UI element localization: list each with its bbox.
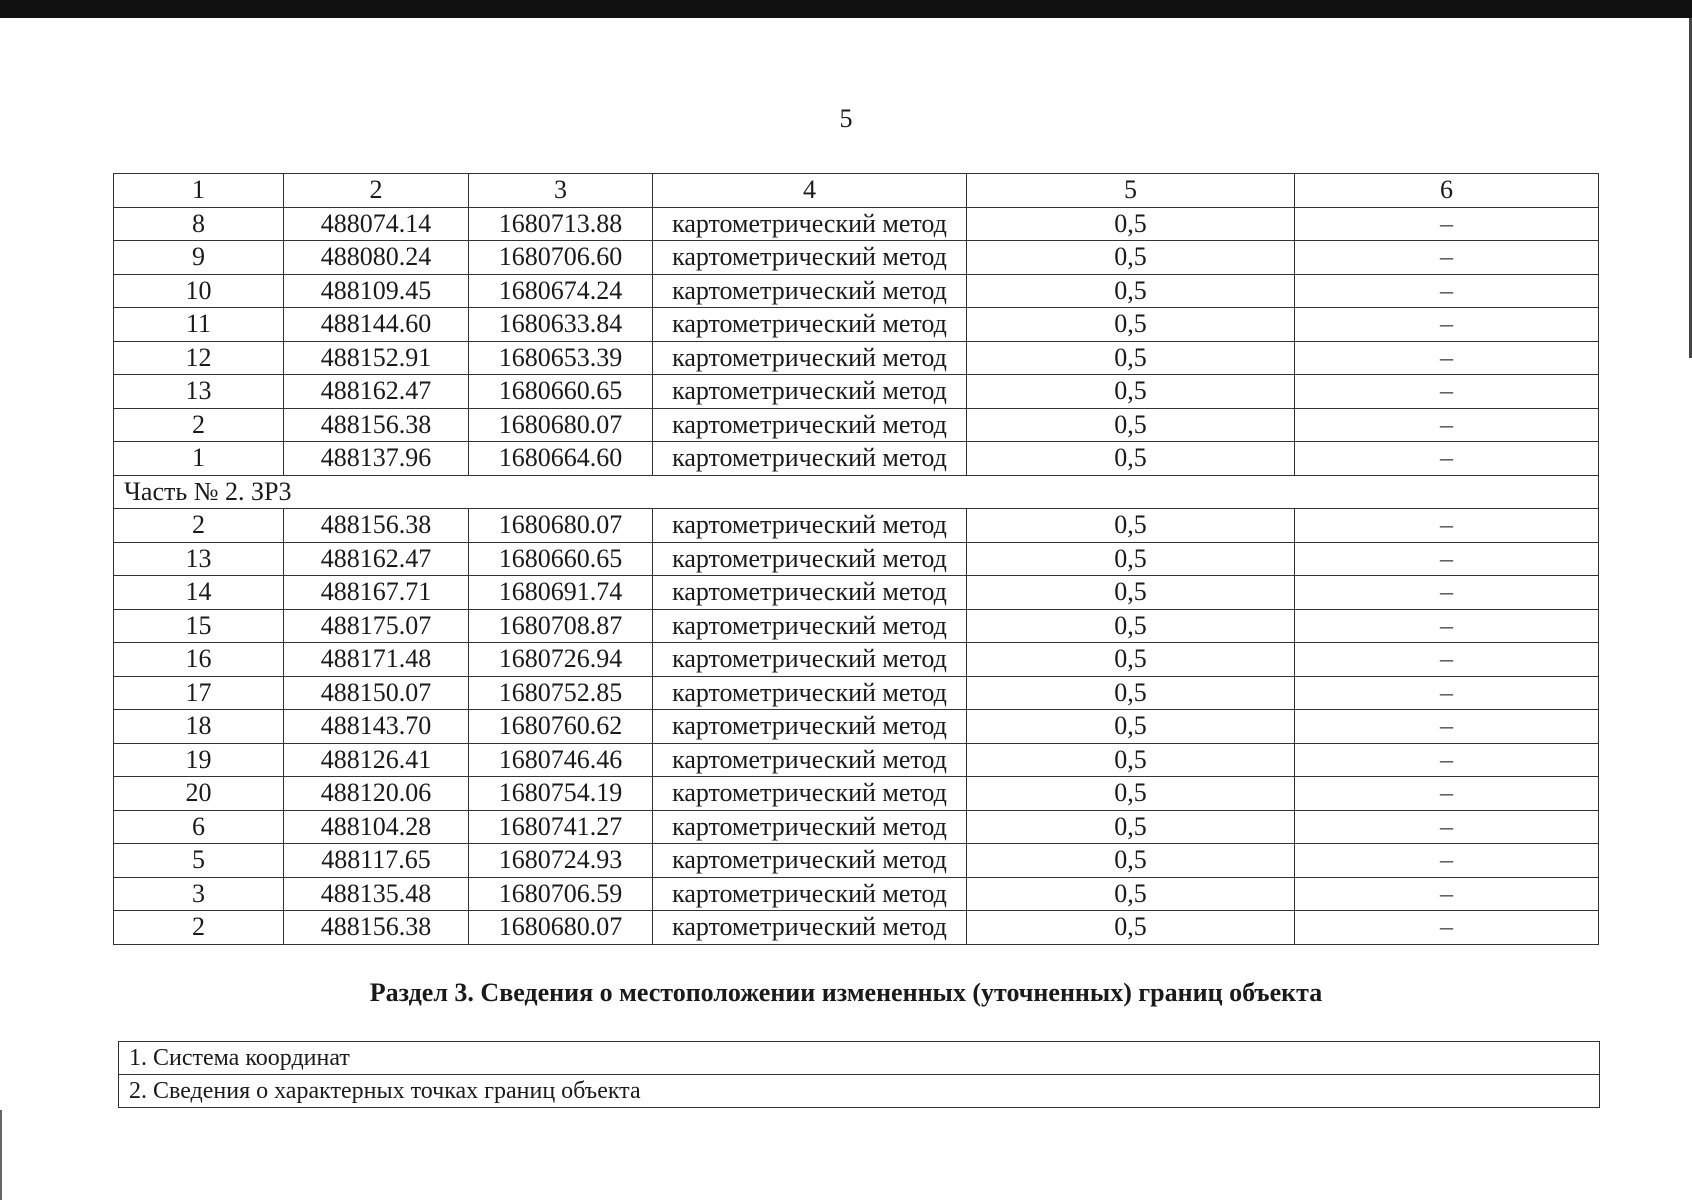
point-number-cell: 18 — [114, 710, 284, 744]
y-coordinate-cell: 1680754.19 — [469, 777, 653, 811]
accuracy-cell: 0,5 — [967, 274, 1295, 308]
accuracy-cell: 0,5 — [967, 643, 1295, 677]
description-cell: – — [1295, 408, 1599, 442]
point-number-cell: 3 — [114, 877, 284, 911]
y-coordinate-cell: 1680724.93 — [469, 844, 653, 878]
method-cell: картометрический метод — [653, 375, 967, 409]
page-number: 5 — [839, 104, 853, 133]
info-cell-boundary-points: 2. Сведения о характерных точках границ объекта — [119, 1075, 1600, 1108]
method-cell: картометрический метод — [653, 408, 967, 442]
x-coordinate-cell: 488074.14 — [284, 207, 469, 241]
table-header-row — [114, 174, 1599, 208]
accuracy-cell: 0,5 — [967, 542, 1295, 576]
description-cell: – — [1295, 341, 1599, 375]
point-number-cell: 5 — [114, 844, 284, 878]
coordinates-table-body — [114, 174, 1599, 945]
point-number-cell: 2 — [114, 408, 284, 442]
table-row — [114, 442, 1599, 476]
x-coordinate-cell: 488143.70 — [284, 710, 469, 744]
method-cell: картометрический метод — [653, 609, 967, 643]
table-row — [114, 676, 1599, 710]
info-table — [118, 1041, 1600, 1108]
accuracy-cell: 0,5 — [967, 676, 1295, 710]
description-cell: – — [1295, 777, 1599, 811]
section-title: Раздел 3. Сведения о местоположении измененных (уточненных) границ объекта — [369, 978, 1323, 1007]
accuracy-cell: 0,5 — [967, 509, 1295, 543]
method-cell: картометрический метод — [653, 542, 967, 576]
x-coordinate-cell: 488137.96 — [284, 442, 469, 476]
x-coordinate-cell: 488126.41 — [284, 743, 469, 777]
table-row — [114, 810, 1599, 844]
point-number-cell: 15 — [114, 609, 284, 643]
x-coordinate-cell: 488156.38 — [284, 911, 469, 945]
x-coordinate-cell: 488175.07 — [284, 609, 469, 643]
description-cell: – — [1295, 643, 1599, 677]
info-row — [119, 1042, 1600, 1075]
y-coordinate-cell: 1680708.87 — [469, 609, 653, 643]
y-coordinate-cell: 1680680.07 — [469, 911, 653, 945]
description-cell: – — [1295, 710, 1599, 744]
accuracy-cell: 0,5 — [967, 241, 1295, 275]
point-number-cell: 20 — [114, 777, 284, 811]
description-cell: – — [1295, 576, 1599, 610]
method-cell: картометрический метод — [653, 777, 967, 811]
table-row — [114, 643, 1599, 677]
description-cell: – — [1295, 375, 1599, 409]
accuracy-cell: 0,5 — [967, 442, 1295, 476]
description-cell: – — [1295, 676, 1599, 710]
point-number-cell: 2 — [114, 509, 284, 543]
accuracy-cell: 0,5 — [967, 308, 1295, 342]
point-number-cell: 16 — [114, 643, 284, 677]
accuracy-cell: 0,5 — [967, 710, 1295, 744]
table-row — [114, 911, 1599, 945]
x-coordinate-cell: 488144.60 — [284, 308, 469, 342]
method-cell: картометрический метод — [653, 341, 967, 375]
description-cell: – — [1295, 509, 1599, 543]
table-row — [114, 274, 1599, 308]
x-coordinate-cell: 488156.38 — [284, 509, 469, 543]
description-cell: – — [1295, 609, 1599, 643]
description-cell: – — [1295, 241, 1599, 275]
y-coordinate-cell: 1680653.39 — [469, 341, 653, 375]
y-coordinate-cell: 1680741.27 — [469, 810, 653, 844]
table-row — [114, 710, 1599, 744]
scan-top-border — [0, 0, 1692, 18]
point-number-cell: 12 — [114, 341, 284, 375]
y-coordinate-cell: 1680680.07 — [469, 509, 653, 543]
method-cell: картометрический метод — [653, 274, 967, 308]
y-coordinate-cell: 1680713.88 — [469, 207, 653, 241]
accuracy-cell: 0,5 — [967, 743, 1295, 777]
method-cell: картометрический метод — [653, 710, 967, 744]
accuracy-cell: 0,5 — [967, 844, 1295, 878]
method-cell: картометрический метод — [653, 509, 967, 543]
method-cell: картометрический метод — [653, 844, 967, 878]
table-row — [114, 844, 1599, 878]
x-coordinate-cell: 488120.06 — [284, 777, 469, 811]
description-cell: – — [1295, 911, 1599, 945]
point-number-cell: 10 — [114, 274, 284, 308]
x-coordinate-cell: 488104.28 — [284, 810, 469, 844]
header-cell: 6 — [1295, 174, 1599, 208]
table-row — [114, 509, 1599, 543]
y-coordinate-cell: 1680660.65 — [469, 375, 653, 409]
description-cell: – — [1295, 542, 1599, 576]
table-row — [114, 542, 1599, 576]
point-number-cell: 1 — [114, 442, 284, 476]
x-coordinate-cell: 488150.07 — [284, 676, 469, 710]
table-row — [114, 777, 1599, 811]
accuracy-cell: 0,5 — [967, 207, 1295, 241]
table-row — [114, 341, 1599, 375]
y-coordinate-cell: 1680706.60 — [469, 241, 653, 275]
point-number-cell: 13 — [114, 542, 284, 576]
y-coordinate-cell: 1680746.46 — [469, 743, 653, 777]
table-row — [114, 743, 1599, 777]
y-coordinate-cell: 1680752.85 — [469, 676, 653, 710]
y-coordinate-cell: 1680706.59 — [469, 877, 653, 911]
point-number-cell: 17 — [114, 676, 284, 710]
point-number-cell: 14 — [114, 576, 284, 610]
x-coordinate-cell: 488135.48 — [284, 877, 469, 911]
table-row — [114, 609, 1599, 643]
header-cell: 4 — [653, 174, 967, 208]
x-coordinate-cell: 488162.47 — [284, 375, 469, 409]
x-coordinate-cell: 488167.71 — [284, 576, 469, 610]
description-cell: – — [1295, 844, 1599, 878]
table-row — [114, 207, 1599, 241]
accuracy-cell: 0,5 — [967, 375, 1295, 409]
method-cell: картометрический метод — [653, 308, 967, 342]
table-row — [114, 375, 1599, 409]
method-cell: картометрический метод — [653, 676, 967, 710]
header-cell: 3 — [469, 174, 653, 208]
coordinates-table — [113, 173, 1599, 945]
info-row — [119, 1075, 1600, 1108]
table-row — [114, 408, 1599, 442]
description-cell: – — [1295, 442, 1599, 476]
description-cell: – — [1295, 810, 1599, 844]
x-coordinate-cell: 488117.65 — [284, 844, 469, 878]
point-number-cell: 2 — [114, 911, 284, 945]
accuracy-cell: 0,5 — [967, 911, 1295, 945]
accuracy-cell: 0,5 — [967, 877, 1295, 911]
section-label: Часть № 2. ЗР3 — [114, 475, 1599, 509]
method-cell: картометрический метод — [653, 241, 967, 275]
method-cell: картометрический метод — [653, 576, 967, 610]
method-cell: картометрический метод — [653, 643, 967, 677]
method-cell: картометрический метод — [653, 810, 967, 844]
point-number-cell: 9 — [114, 241, 284, 275]
y-coordinate-cell: 1680680.07 — [469, 408, 653, 442]
point-number-cell: 8 — [114, 207, 284, 241]
accuracy-cell: 0,5 — [967, 576, 1295, 610]
y-coordinate-cell: 1680691.74 — [469, 576, 653, 610]
point-number-cell: 13 — [114, 375, 284, 409]
table-row — [114, 576, 1599, 610]
y-coordinate-cell: 1680633.84 — [469, 308, 653, 342]
scan-left-edge — [0, 1110, 2, 1200]
header-cell: 5 — [967, 174, 1295, 208]
section-row — [114, 475, 1599, 509]
description-cell: – — [1295, 207, 1599, 241]
method-cell: картометрический метод — [653, 911, 967, 945]
description-cell: – — [1295, 274, 1599, 308]
x-coordinate-cell: 488109.45 — [284, 274, 469, 308]
table-row — [114, 877, 1599, 911]
x-coordinate-cell: 488080.24 — [284, 241, 469, 275]
x-coordinate-cell: 488162.47 — [284, 542, 469, 576]
accuracy-cell: 0,5 — [967, 341, 1295, 375]
y-coordinate-cell: 1680660.65 — [469, 542, 653, 576]
x-coordinate-cell: 488156.38 — [284, 408, 469, 442]
method-cell: картометрический метод — [653, 442, 967, 476]
accuracy-cell: 0,5 — [967, 609, 1295, 643]
y-coordinate-cell: 1680726.94 — [469, 643, 653, 677]
y-coordinate-cell: 1680760.62 — [469, 710, 653, 744]
description-cell: – — [1295, 877, 1599, 911]
x-coordinate-cell: 488152.91 — [284, 341, 469, 375]
point-number-cell: 6 — [114, 810, 284, 844]
x-coordinate-cell: 488171.48 — [284, 643, 469, 677]
header-cell: 1 — [114, 174, 284, 208]
point-number-cell: 19 — [114, 743, 284, 777]
method-cell: картометрический метод — [653, 877, 967, 911]
y-coordinate-cell: 1680674.24 — [469, 274, 653, 308]
accuracy-cell: 0,5 — [967, 777, 1295, 811]
point-number-cell: 11 — [114, 308, 284, 342]
table-row — [114, 308, 1599, 342]
table-row — [114, 241, 1599, 275]
method-cell: картометрический метод — [653, 743, 967, 777]
description-cell: – — [1295, 743, 1599, 777]
method-cell: картометрический метод — [653, 207, 967, 241]
accuracy-cell: 0,5 — [967, 408, 1295, 442]
description-cell: – — [1295, 308, 1599, 342]
y-coordinate-cell: 1680664.60 — [469, 442, 653, 476]
accuracy-cell: 0,5 — [967, 810, 1295, 844]
header-cell: 2 — [284, 174, 469, 208]
info-cell-coordinate-system: 1. Система координат — [119, 1042, 1600, 1075]
